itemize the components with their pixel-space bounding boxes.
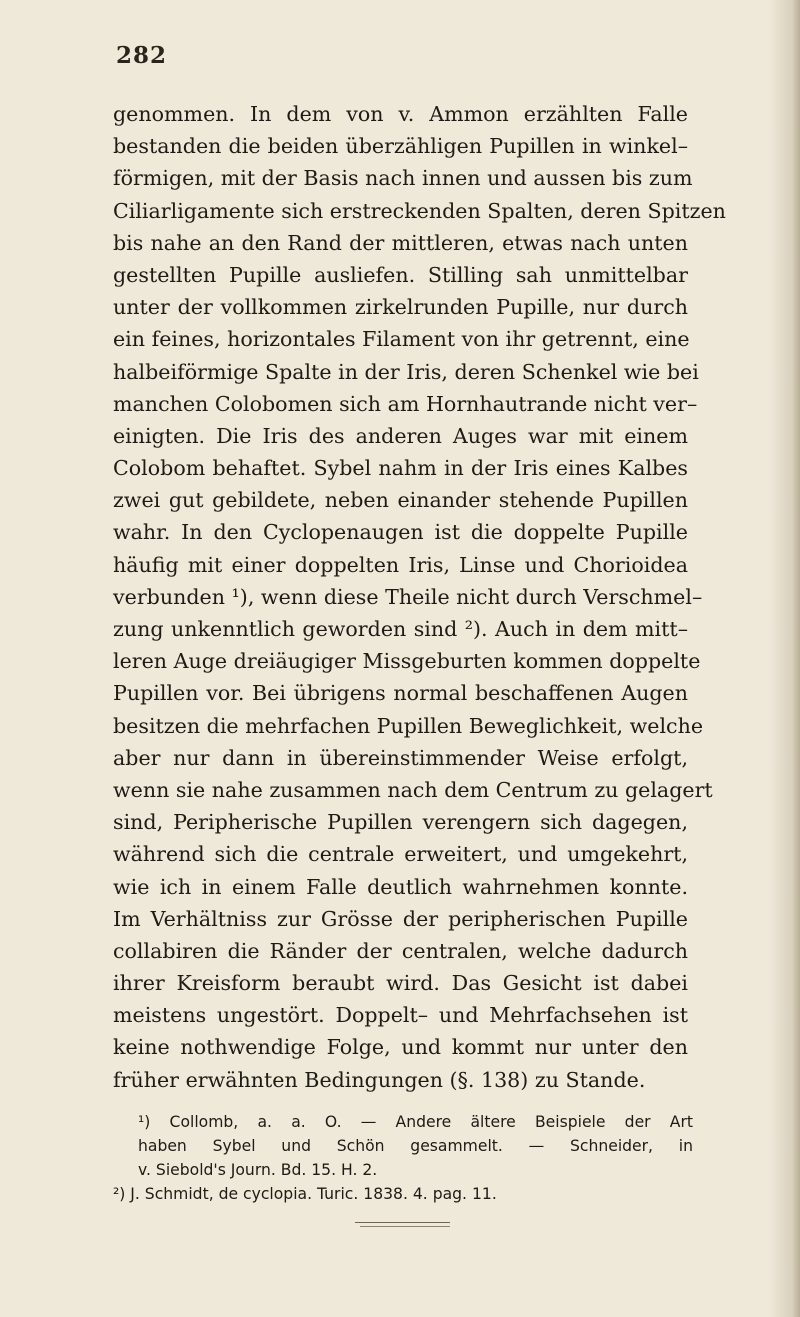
bottom-rule-secondary <box>360 1226 450 1227</box>
text-line: Ciliarligamente sich erstreckenden Spalten, deren Spitzen <box>113 198 726 223</box>
text-line: wahr. In den Cyclopenaugen ist die doppelte Pupille <box>113 520 688 545</box>
footnote-line: ¹) Collomb, a. a. O. — Andere ältere Beispiele der Art <box>138 1113 693 1131</box>
text-line: Pupillen vor. Bei übrigens normal beschaffenen Augen <box>113 681 688 706</box>
text-line: ein feines, horizontales Filament von ihr getrennt, eine <box>113 327 690 352</box>
text-line: zung unkenntlich geworden sind ²). Auch in dem mitt– <box>113 617 688 641</box>
text-line: collabiren die Ränder der centralen, welche dadurch <box>113 938 688 963</box>
text-line: ihrer Kreisform beraubt wird. Das Gesicht ist dabei <box>113 971 688 996</box>
page-number: 282 <box>116 42 168 69</box>
text-line: sind, Peripherische Pupillen verengern sich dagegen, <box>113 810 688 835</box>
text-line: Colobom behaftet. Sybel nahm in der Iris eines Kalbes <box>113 456 688 481</box>
text-line: leren Auge dreiäugiger Missgeburten kommen doppelte <box>113 649 701 674</box>
text-line: gestellten Pupille ausliefen. Stilling sah unmittelbar <box>113 262 688 287</box>
footnote-line: v. Siebold's Journ. Bd. 15. H. 2. <box>138 1161 378 1179</box>
text-line: Im Verhältniss zur Grösse der peripherischen Pupille <box>113 906 688 931</box>
text-line: besitzen die mehrfachen Pupillen Beweglichkeit, welche <box>113 713 704 738</box>
text-line: häufig mit einer doppelten Iris, Linse und Chorioidea <box>113 552 688 577</box>
text-line: bis nahe an den Rand der mittleren, etwas nach unten <box>113 230 688 255</box>
text-line: halbeiförmige Spalte in der Iris, deren Schenkel wie bei <box>113 359 699 384</box>
text-line: aber nur dann in übereinstimmender Weise erfolgt, <box>113 745 688 770</box>
text-line: wenn sie nahe zusammen nach dem Centrum zu gelagert <box>113 777 713 802</box>
footnote-line: haben Sybel und Schön gesammelt. — Schneider, in <box>138 1137 693 1155</box>
bottom-rule <box>355 1222 450 1223</box>
text-line: förmigen, mit der Basis nach innen und aussen bis zum <box>113 166 693 191</box>
text-line: verbunden ¹), wenn diese Theile nicht durch Verschmel– <box>113 584 703 609</box>
footnotes <box>113 1110 693 1206</box>
text-line: zwei gut gebildete, neben einander stehende Pupillen <box>113 488 688 513</box>
text-line: wie ich in einem Falle deutlich wahrnehmen konnte. <box>113 874 688 899</box>
body-text <box>113 98 726 1096</box>
text-line: unter der vollkommen zirkelrunden Pupille, nur durch <box>113 295 688 320</box>
footnote-line: ²) J. Schmidt, de cyclopia. Turic. 1838. 4. pag. 11. <box>113 1185 497 1203</box>
text-line: bestanden die beiden überzähligen Pupillen in winkel– <box>113 134 688 159</box>
text-line: genommen. In dem von v. Ammon erzählten Falle <box>113 102 688 126</box>
text-line: meistens ungestört. Doppelt– und Mehrfachsehen ist <box>113 1003 688 1028</box>
text-line: keine nothwendige Folge, und kommt nur unter den <box>113 1035 688 1060</box>
text-line: früher erwähnten Bedingungen (§. 138) zu Stande. <box>113 1067 646 1092</box>
text-line: einigten. Die Iris des anderen Auges war mit einem <box>113 423 688 448</box>
text-line: während sich die centrale erweitert, und umgekehrt, <box>113 842 688 867</box>
text-line: manchen Colobomen sich am Hornhautrande nicht ver– <box>113 391 698 416</box>
